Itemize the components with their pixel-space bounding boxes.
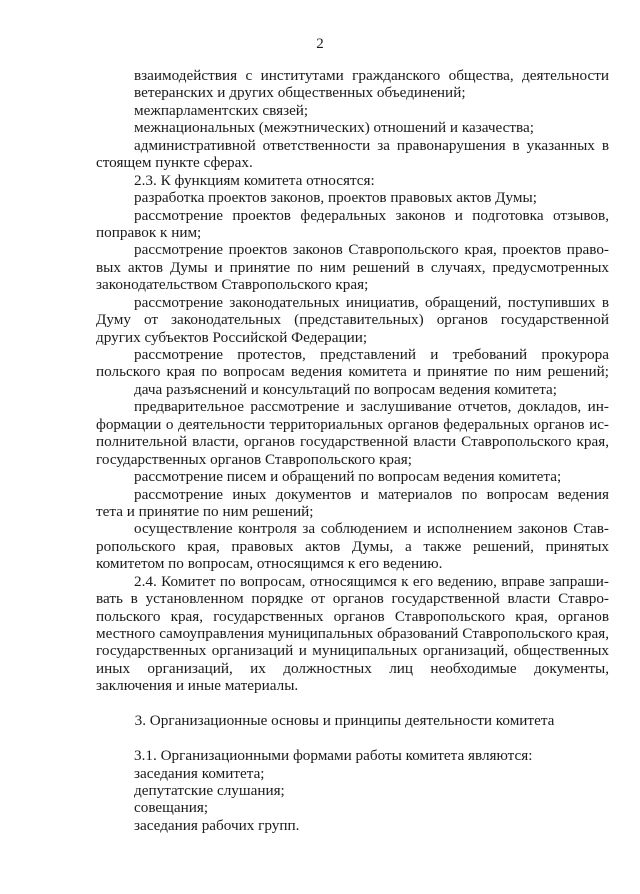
text-line: иных организаций, их должностных лиц необходимые документы, [96, 659, 609, 677]
text-line: вать в установленном порядке от органов государственной власти Ставро- [96, 590, 609, 608]
text-line: рассмотрение писем и обращений по вопросам ведения комитета; [134, 468, 562, 486]
text-line: административной ответственности за правонарушения в указанных в [134, 136, 609, 154]
text-line: вых актов Думы и принятие по ним решений в случаях, предусмотренных [96, 258, 609, 276]
text-line: ропольского края, правовых актов Думы, а также решений, принятых [96, 537, 609, 555]
text-line: рассмотрение протестов, представлений и требований прокурора [134, 346, 609, 363]
text-line: ветеранских и других общественных объединений; [134, 84, 466, 102]
section-3-heading: 3. Организационные основы и принципы деятельности комитета [134, 712, 555, 730]
text-line: рассмотрение законодательных инициатив, обращений, поступивших в [134, 293, 609, 311]
text-line: рассмотрение проектов законов Ставропольского края, проектов право- [134, 241, 609, 259]
section-3-text [96, 747, 609, 834]
text-line: рассмотрение иных документов и материалов по вопросам ведения [134, 485, 609, 503]
text-line: взаимодействия с институтами гражданского общества, деятельности [134, 67, 609, 84]
text-line: государственных организаций и муниципальных организаций, общественных [96, 642, 609, 660]
text-line: других субъектов Российской Федерации; [96, 328, 368, 346]
text-line: комитетом по вопросам, относящимся к его ведению. [96, 555, 443, 573]
text-line: депутатские слушания; [134, 781, 285, 799]
text-line: государственных органов Ставропольского края; [96, 450, 412, 468]
text-line: совещания; [134, 799, 209, 817]
text-line: межпарламентских связей; [134, 101, 309, 119]
text-line: тета и принятие по ним решений; [96, 502, 314, 520]
text-line: заседания комитета; [134, 764, 265, 782]
text-line: польского края, государственных органов Ставропольского края, органов [96, 607, 609, 625]
text-line: межнациональных (межэтнических) отношений и казачества; [134, 119, 534, 137]
section-2-text [96, 67, 609, 695]
text-line: разработка проектов законов, проектов правовых актов Думы; [134, 189, 537, 207]
text-line: 2.3. К функциям комитета относятся: [134, 171, 375, 189]
text-line: польского края по вопросам ведения комитета и принятие по ним решений; [96, 363, 609, 381]
text-line: полнительной власти, органов государственной власти Ставропольского края, [96, 433, 609, 451]
text-line: местного самоуправления муниципальных образований Ставропольского края, [96, 625, 609, 642]
blank-line [96, 730, 609, 747]
text-line: заседания рабочих групп. [134, 816, 300, 834]
document-body [96, 67, 609, 834]
page-number: 2 [316, 36, 324, 52]
text-line: заключения и иные материалы. [96, 677, 299, 695]
text-line: поправок к ним; [96, 223, 202, 241]
text-line: дача разъяснений и консультаций по вопросам ведения комитета; [134, 380, 558, 398]
text-line: рассмотрение проектов федеральных законов и подготовка отзывов, [134, 206, 609, 224]
text-line: предварительное рассмотрение и заслушивание отчетов, докладов, ин- [134, 398, 609, 416]
text-line: стоящем пункте сферах. [96, 154, 253, 172]
text-line: законодательством Ставропольского края; [96, 276, 369, 294]
text-line: 2.4. Комитет по вопросам, относящимся к его ведению, вправе запраши- [134, 572, 609, 590]
text-line: формации о деятельности территориальных органов федеральных органов ис- [96, 415, 609, 433]
text-line: 3.1. Организационными формами работы комитета являются: [134, 747, 533, 765]
text-line: осуществление контроля за соблюдением и исполнением законов Став- [134, 520, 609, 538]
text-line: Думу от законодательных (представительных) органов государственной [96, 311, 609, 329]
blank-line [96, 695, 609, 712]
